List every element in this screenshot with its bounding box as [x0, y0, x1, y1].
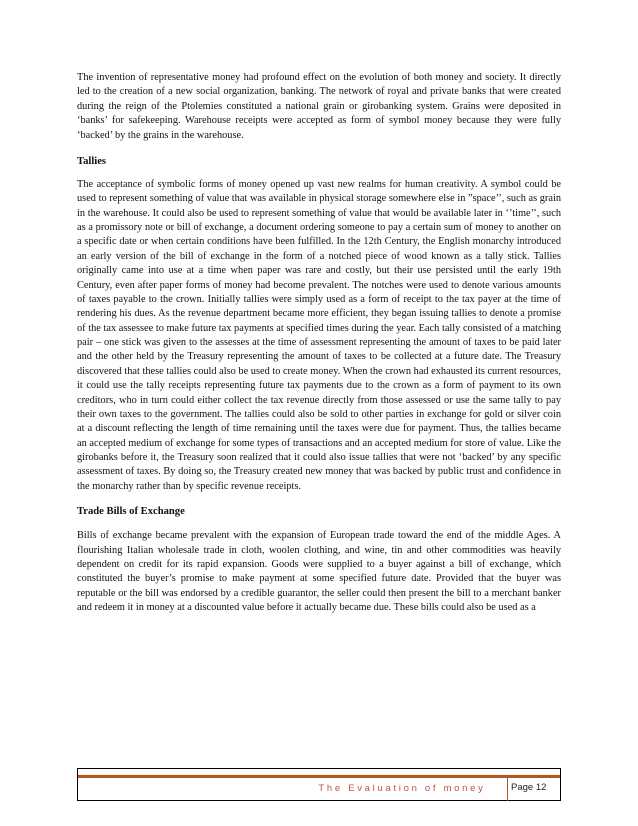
tallies-paragraph: The acceptance of symbolic forms of money opened up vast new realms for human creativity. A symbol could be used to represent something of value that was available in physical storage somewhere else in ”space’’, such as grain in the warehouse. It could also be used to represent something of value that would be available later in ‘’time’’, such as a promissory note or bill of exchange, a document ordering someone to pay a certain sum of money to another on a specific date or when certain conditions have been fulfilled. In the 12th Century, the English monarchy introduced an early version of the bill of exchange in the form of a notched piece of wood known as a tally stick. Tallies originally came into use at a time when paper was rare and costly, but their use persisted until the early 19th Century, even after paper forms of money had become prevalent. The notches were used to denote various amounts of taxes payable to the crown. Initially tallies were simply used as a form of receipt to the tax payer at the time of rendering his dues. As the revenue department became more efficient, they began issuing tallies to denote a promise of the tax assessee to make future tax payments at specified times during the year. Each tally consisted of a matching pair – one stick was given to the assesses at the time of assessment representing the amount of taxes to be paid later and the other held by the Treasury representing the amount of taxes to be collected at a future date. The Treasury discovered that these tallies could also be used to create money. When the crown had exhausted its current resources, it could use the tally receipts representing future tax payments due to the crown as a form of payment to its own creditors, who in turn could either collect the tax revenue directly from those assessed or use the same tally to pay their own taxes to the government. The tallies could also be sold to other parties in exchange for gold or silver coin at a discount reflecting the length of time remaining until the taxes were due for payment. Thus, the tallies became an accepted medium of exchange for some types of transactions and an accepted medium for store of value. Like the girobanks before it, the Treasury soon realized that it could also issue tallies that were not ‘backed’ by any specific assessment of taxes. By doing so, the Treasury created new money that was backed by public trust and confidence in the monarchy rather than by specific revenue receipts. — [77, 178, 561, 492]
footer-divider — [507, 778, 508, 801]
footer-title: The Evaluation of money — [318, 783, 486, 794]
page-number: Page 12 — [511, 782, 547, 793]
heading-tallies: Tallies — [77, 155, 107, 167]
intro-paragraph: The invention of representative money had profound effect on the evolution of both money and society. It directly led to the creation of a new social organization, banking. The network of royal and private banks that were created during the reign of the Ptolemies constituted a national grain or girobanking system. Grains were deposited in ‘banks’ for safekeeping. Warehouse receipts were accepted as form of symbol money because they were fully ‘backed’ by the grains in the warehouse. — [77, 72, 561, 141]
heading-trade-bills: Trade Bills of Exchange — [77, 506, 185, 518]
trade-bills-paragraph: Bills of exchange became prevalent with the expansion of European trade toward the end of the middle Ages. A flourishing Italian wholesale trade in cloth, woolen clothing, and wine, tin and other commodities was heavily dependent on credit for its rapid expansion. Goods were supplied to a buyer against a bill of exchange, which constituted the buyer’s promise to make payment at some specified future date. Provided that the buyer was reputable or the bill was endorsed by a credible guarantor, the seller could then present the bill to a merchant banker and redeem it in money at a discounted value before it actually became due. These bills could also be used as a — [77, 530, 561, 613]
page-content — [77, 71, 561, 615]
